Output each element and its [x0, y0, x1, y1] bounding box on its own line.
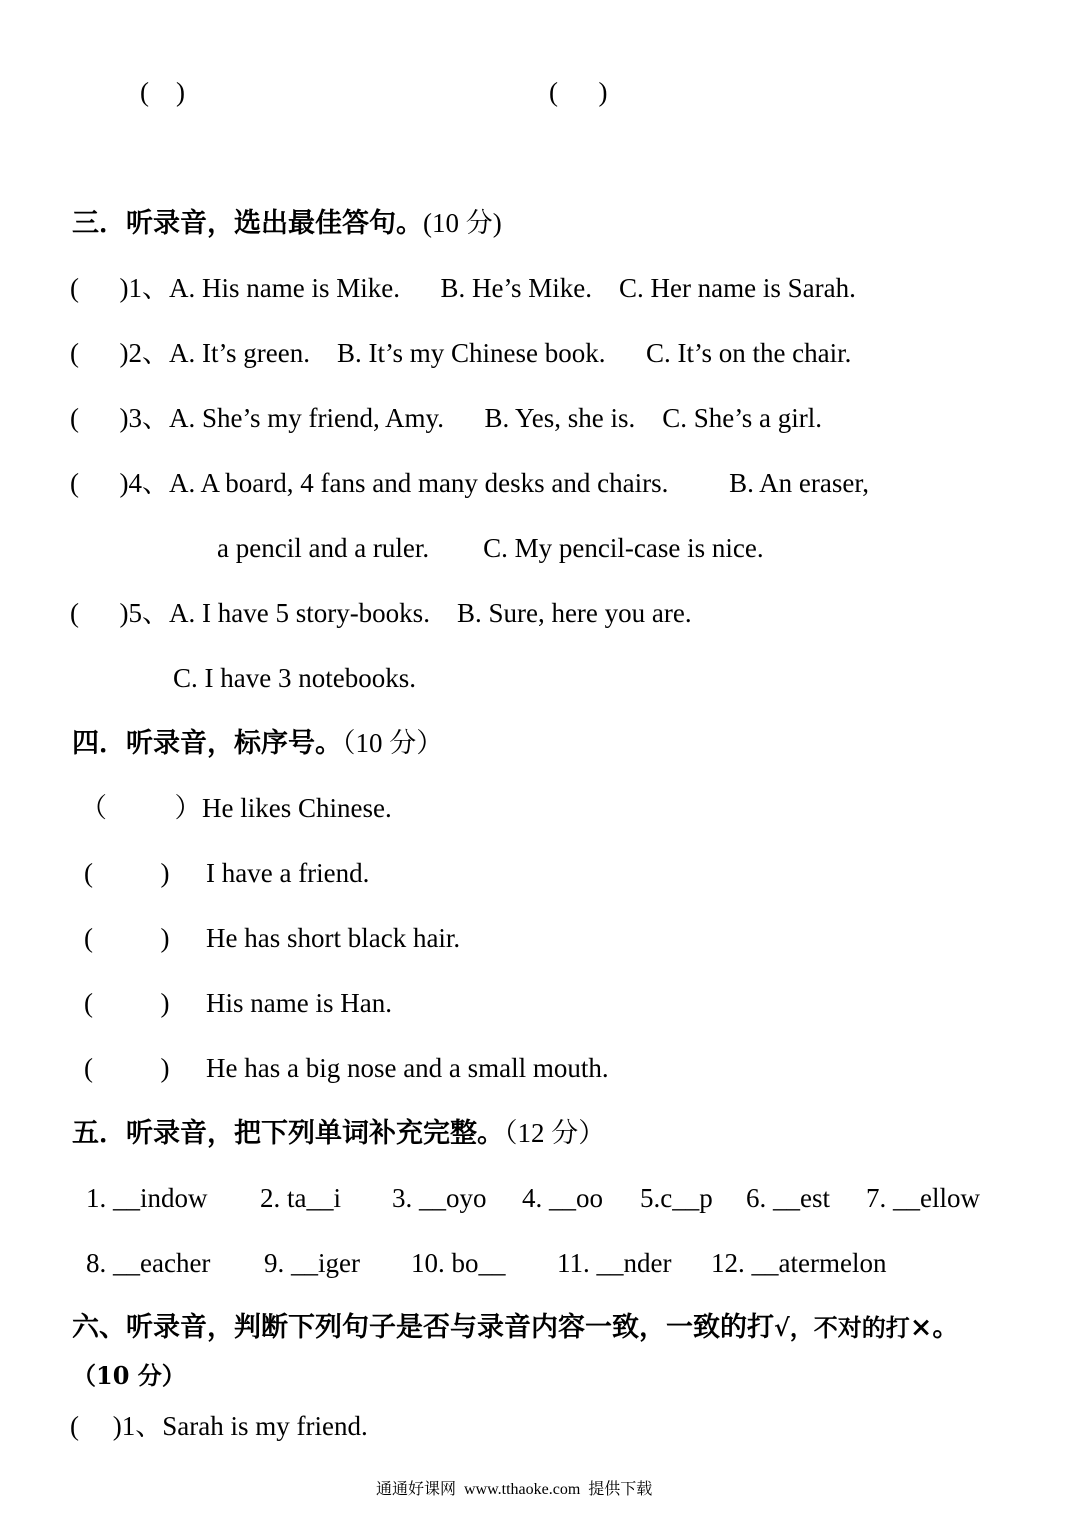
s3-q5 — [70, 597, 692, 629]
s4-paren-5: ( ) — [84, 1053, 170, 1083]
section6-title: 六、听录音，判断下列句子是否与录音内容一致，一致的打 — [72, 1312, 774, 1343]
s5-word-12: 12. __atermelon — [711, 1248, 887, 1278]
s5-word-5: 5.c__p — [640, 1183, 713, 1213]
s3-q1-text: A. His name is Mike. B. He’s Mike. C. Her name is Sarah. — [168, 273, 856, 303]
s5-word-7: 7. __ellow — [866, 1183, 980, 1213]
s4-text-4: His name is Han. — [206, 988, 392, 1018]
s5-word-2: 2. ta__i — [260, 1183, 341, 1213]
s5-word-8: 8. __eacher — [86, 1248, 211, 1278]
s3-q1-num: ( )1、 — [70, 273, 169, 303]
s3-q3-num: ( )3、 — [70, 403, 169, 433]
s4-text-2: I have a friend. — [206, 858, 370, 888]
s5-word-4: 4. __oo — [522, 1183, 603, 1213]
section4-points: （10 分） — [342, 728, 444, 758]
s3-q3-text: A. She’s my friend, Amy. B. Yes, she is. C. She’s a girl. — [168, 403, 823, 433]
s3-q5-num: ( )5、 — [70, 598, 169, 628]
section4-title: 四．听录音，标序号。 — [72, 728, 342, 759]
page-footer: 通通好课网 www.tthaoke.com 提供下载 — [376, 1481, 653, 1498]
s3-q2-num: ( )2、 — [70, 338, 169, 368]
s6-q1 — [70, 1410, 368, 1442]
s3-q2 — [70, 337, 851, 369]
s3-q3 — [70, 402, 822, 434]
s4-paren-4: ( ) — [84, 988, 170, 1018]
s3-q4 — [70, 467, 869, 499]
s4-text-3: He has short black hair. — [206, 923, 461, 953]
section5-title: 五．听录音，把下列单词补充完整。 — [72, 1118, 504, 1149]
section4-heading — [72, 727, 443, 760]
s5-word-1: 1. __indow — [86, 1183, 208, 1213]
s4-text-1: He likes Chinese. — [202, 793, 392, 823]
section5-heading — [72, 1117, 605, 1150]
cross-mark: ×。 — [909, 1312, 960, 1343]
top-blank-left: ( ) — [140, 77, 185, 107]
s5-word-10: 10. bo__ — [411, 1248, 506, 1278]
s6-q1-num: ( )1、 — [70, 1411, 163, 1441]
s3-q4-num: ( )4、 — [70, 468, 169, 498]
s3-q2-text: A. It’s green. B. It’s my Chinese book. C. It’s on the chair. — [168, 338, 852, 368]
s3-q5-text: A. I have 5 story-books. B. Sure, here you are. — [168, 598, 692, 628]
check-mark: √ — [774, 1313, 790, 1342]
section3-heading — [72, 207, 502, 240]
section3-title: 三．听录音，选出最佳答句。 — [72, 208, 423, 239]
s5-word-6: 6. __est — [746, 1183, 830, 1213]
s3-q1 — [70, 272, 856, 304]
s5-word-11: 11. __nder — [557, 1248, 672, 1278]
s3-q5-cont: C. I have 3 notebooks. — [173, 663, 416, 693]
s6-q1-text: Sarah is my friend. — [162, 1411, 368, 1441]
section6-mid: ，不对的打 — [789, 1313, 910, 1342]
s4-paren-2: ( ) — [84, 858, 170, 888]
s5-word-9: 9. __iger — [264, 1248, 360, 1278]
section6-points: （10 分） — [72, 1361, 186, 1390]
s3-q4-cont: a pencil and a ruler. C. My pencil-case is nice. — [217, 533, 764, 563]
s4-paren-1: （ ） — [80, 793, 202, 823]
s4-text-5: He has a big nose and a small mouth. — [206, 1053, 609, 1083]
section6-heading — [72, 1312, 959, 1344]
section3-points: (10 分) — [423, 208, 502, 238]
s3-q4-text: A. A board, 4 fans and many desks and chairs. B. An eraser, — [168, 468, 870, 498]
top-blank-right: ( ) — [549, 77, 608, 107]
s4-paren-3: ( ) — [84, 923, 170, 953]
s5-word-3: 3. __oyo — [392, 1183, 487, 1213]
section5-points: （12 分） — [504, 1118, 606, 1148]
